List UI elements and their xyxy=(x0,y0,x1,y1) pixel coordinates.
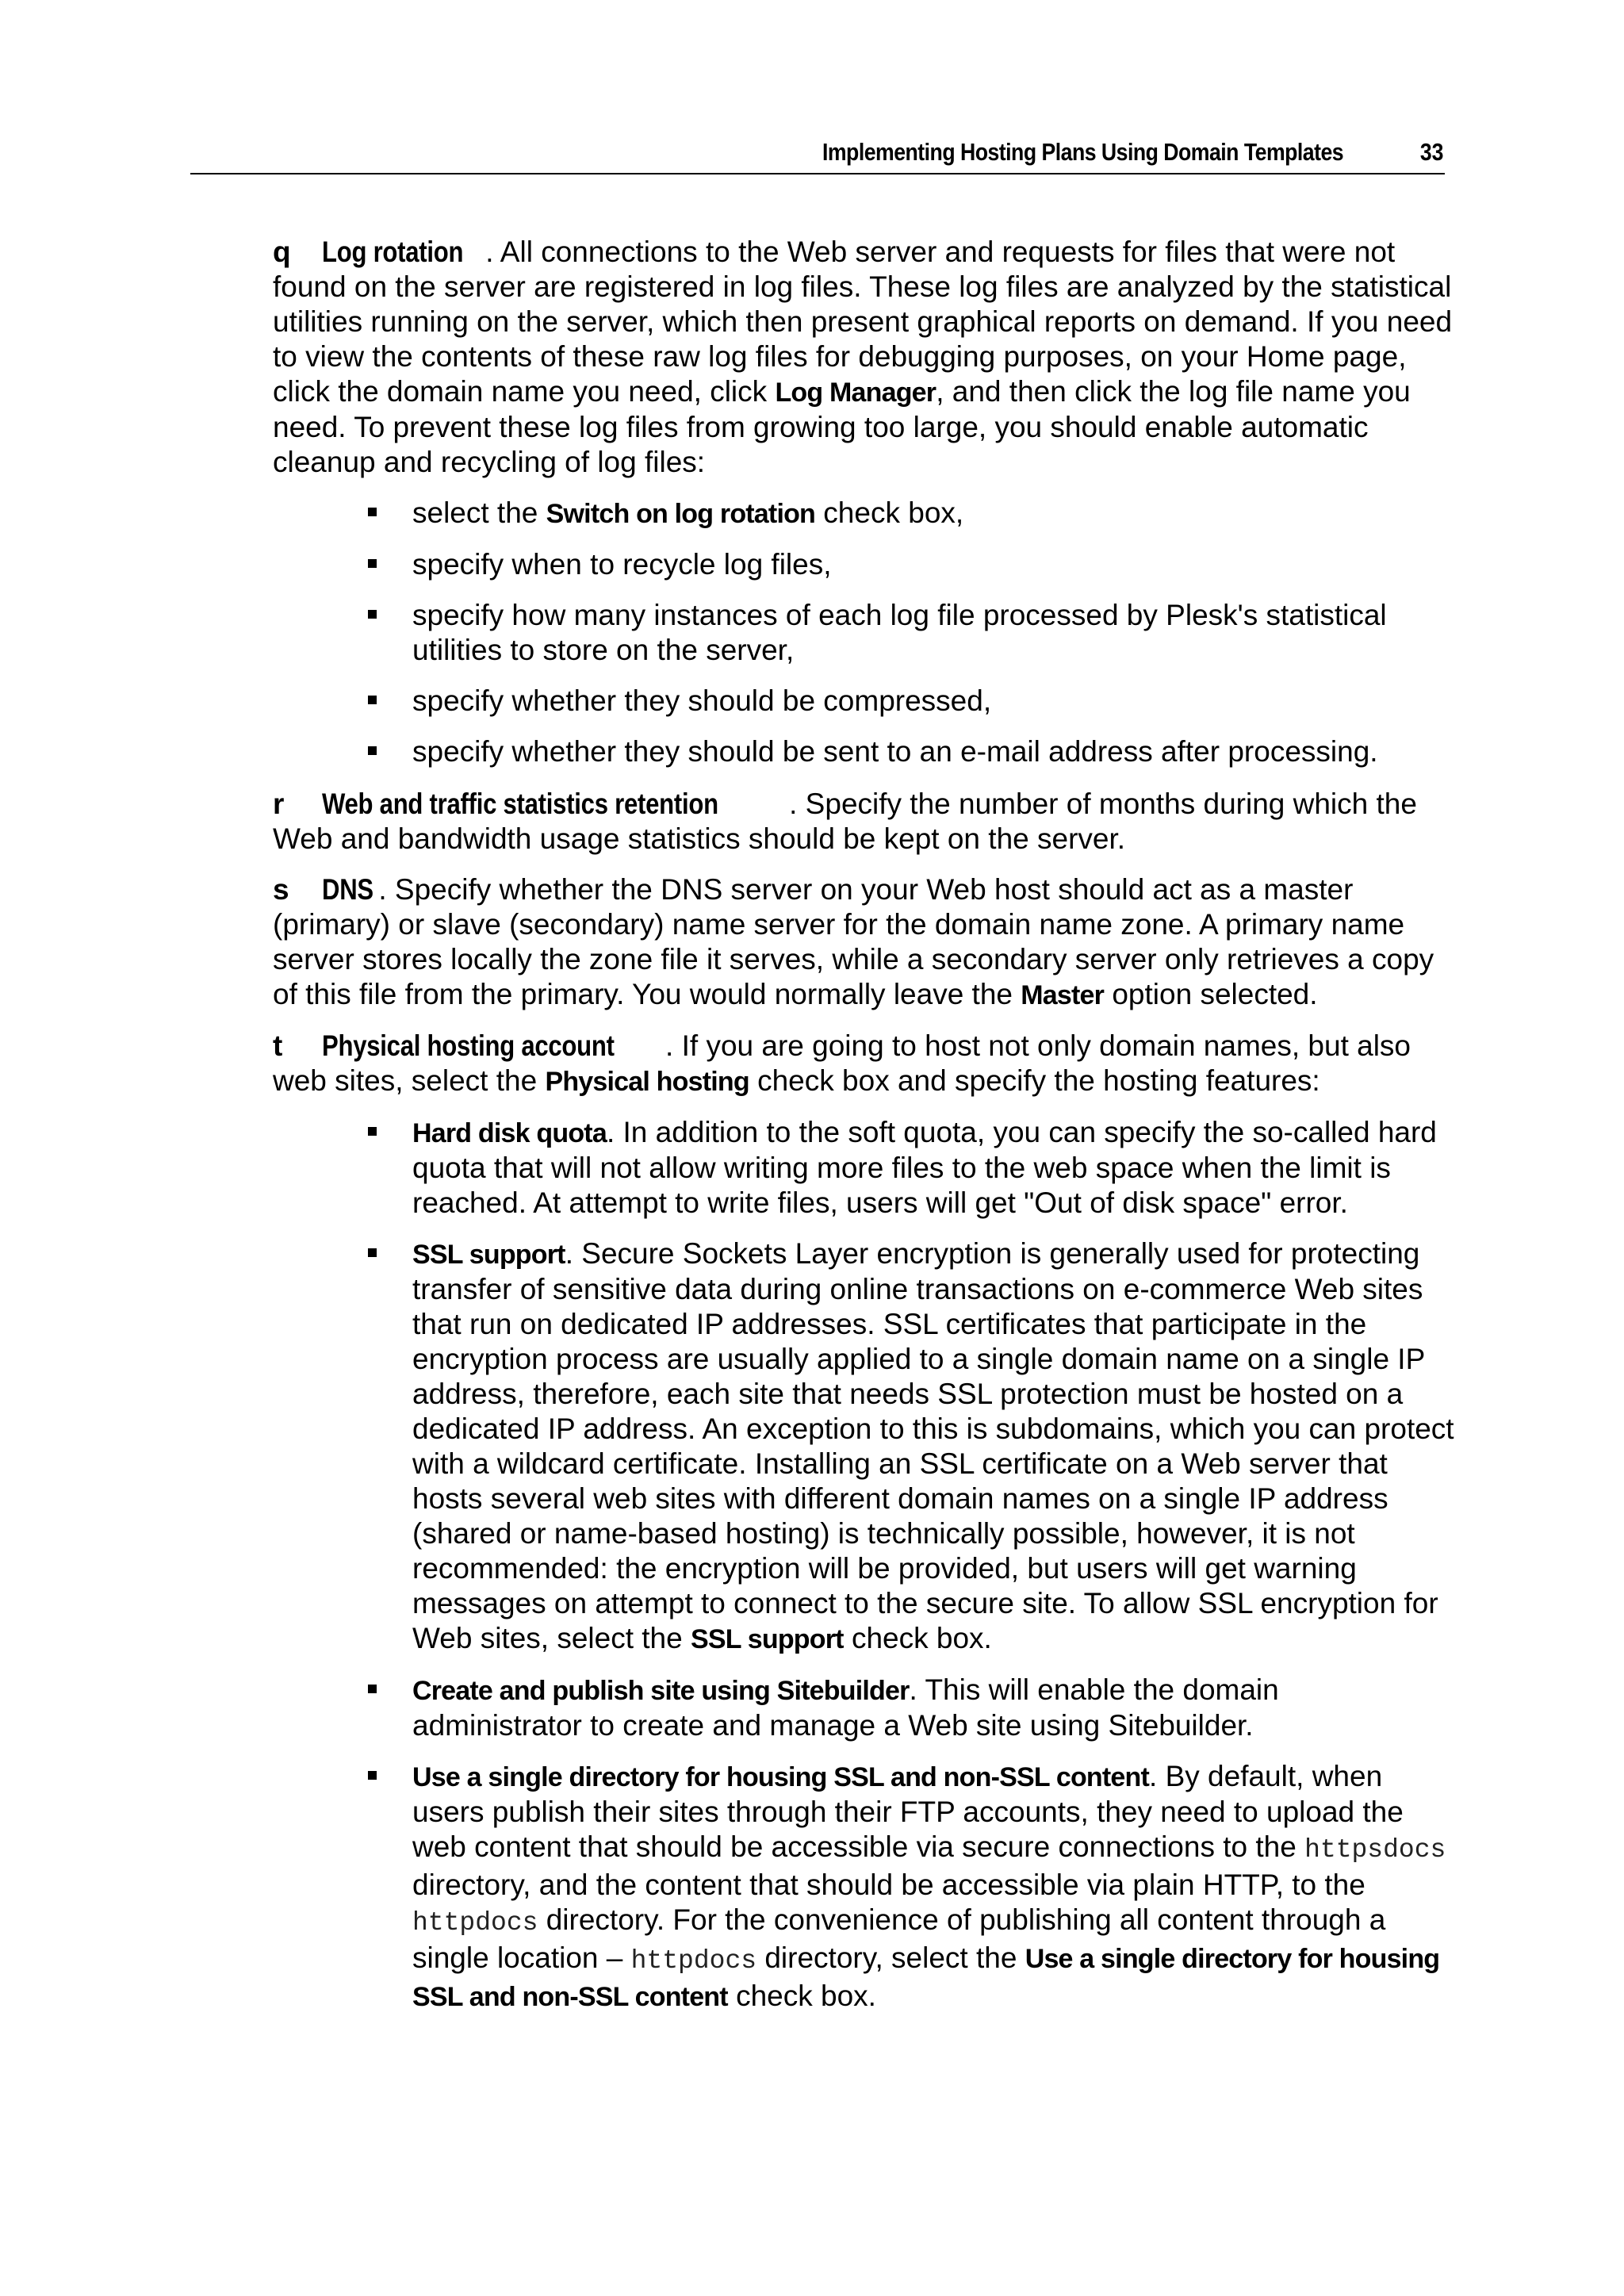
term-single-directory: Use a single directory for housing SSL and non-SSL content xyxy=(412,1762,1150,1792)
bullet-icon xyxy=(368,1248,377,1257)
body-text: . If you are going to host not only domain names, but also web sites, select the xyxy=(273,1029,1411,1097)
body-text: check box. xyxy=(843,1622,992,1654)
list-item-ssl-support xyxy=(412,1236,1454,1657)
body-text: . This will enable the domain administrator to create and manage a Web site using Sitebuilder. xyxy=(412,1673,1279,1742)
body-text: specify when to recycle log files, xyxy=(412,548,832,581)
body-text: . By default, when users publish their sites through their FTP accounts, they need to upload the web content that should be accessible via secure connections to the xyxy=(412,1760,1404,1863)
list-item-hard-disk-quota xyxy=(412,1115,1454,1221)
list-item xyxy=(412,734,1454,769)
bullet-icon xyxy=(368,696,377,704)
section-dns xyxy=(273,872,1454,1013)
section-physical-hosting xyxy=(273,1029,1454,1099)
running-header xyxy=(190,133,1445,174)
term-log-rotation: Log rotation xyxy=(322,236,464,268)
log-rotation-bullets xyxy=(273,496,1454,769)
bullet-icon xyxy=(368,508,377,516)
ui-label-switch-on-log-rotation: Switch on log rotation xyxy=(546,499,816,529)
code-httpdocs: httpdocs xyxy=(630,1946,757,1976)
body-text: specify whether they should be sent to an e-mail address after processing. xyxy=(412,735,1378,768)
document-body xyxy=(273,235,1454,2032)
body-text: directory, select the xyxy=(756,1941,1025,1974)
body-text: check box, xyxy=(815,496,964,529)
code-httpdocs: httpdocs xyxy=(412,1908,538,1938)
code-httpsdocs: httpsdocs xyxy=(1304,1835,1446,1865)
bullet-icon xyxy=(368,559,377,568)
body-text: . Specify the number of months during which the Web and bandwidth usage statistics should be kept on the server. xyxy=(273,788,1417,855)
body-text: . In addition to the soft quota, you can specify the so-called hard quota that will not allow writing more files to the web space when the limit is reached. At attempt to write files, users will get "Out of disk space" error. xyxy=(412,1116,1437,1219)
body-text: directory, and the content that should be accessible via plain HTTP, to the xyxy=(412,1869,1365,1901)
list-item xyxy=(412,598,1454,668)
list-item-single-directory xyxy=(412,1759,1454,2014)
term-ssl-support: SSL support xyxy=(412,1240,565,1270)
term-sitebuilder: Create and publish site using Sitebuilder xyxy=(412,1676,910,1706)
section-log-rotation xyxy=(273,235,1454,480)
bullet-icon xyxy=(368,610,377,619)
body-text: , and then click the log file name you need. To prevent these log files from growing too large, you should enable automatic cleanup and recycling of log files: xyxy=(273,375,1411,478)
body-text: specify whether they should be compressed, xyxy=(412,684,992,717)
term-statistics-retention: Web and traffic statistics retention xyxy=(322,788,718,820)
ui-label-master: Master xyxy=(1021,980,1105,1010)
ui-label-single-directory: Use a single directory for housing SSL and non-SSL content xyxy=(412,1944,1440,2012)
body-text: . Secure Sockets Layer encryption is generally used for protecting transfer of sensitive data during online transactions on e-commerce Web sites that run on dedicated IP addresses. SSL certificates that participate in the encryption process are usually applied to a single domain name on a single IP address, therefore, each site that needs SSL protection must be hosted on a dedicated IP address. An exception to this is subdomains, which you can protect with a wildcard certificate. Installing an SSL certificate on a Web server that hosts several web sites with different domain names on a single IP address (shared or name-based hosting) is technically possible, however, it is not recommended: the encryption will be provided, but users will get warning messages on attempt to connect to the secure site. To allow SSL encryption for Web sites, select the xyxy=(412,1237,1454,1654)
term-physical-hosting: Physical hosting account xyxy=(322,1029,615,1062)
list-item xyxy=(412,496,1454,531)
list-item-sitebuilder xyxy=(412,1673,1454,1743)
header-title: Implementing Hosting Plans Using Domain Templates xyxy=(822,138,1343,166)
list-marker: t xyxy=(273,1029,283,1062)
body-text: . Specify whether the DNS server on your Web host should act as a master (primary) or slave (secondary) name server for the domain name zone. A primary name server stores locally the zone file it serves, while a secondary server only retrieves a copy of this file from the primary. You would normally leave the xyxy=(273,873,1434,1010)
body-text: specify how many instances of each log file processed by Plesk's statistical utilities to store on the server, xyxy=(412,599,1387,666)
ui-label-physical-hosting: Physical hosting xyxy=(545,1067,749,1097)
list-marker: q xyxy=(273,236,291,268)
ui-label-log-manager: Log Manager xyxy=(775,378,936,408)
term-hard-disk-quota: Hard disk quota xyxy=(412,1118,607,1148)
body-text: directory. For the convenience of publishing all content through a single location – xyxy=(412,1903,1386,1974)
term-dns: DNS xyxy=(322,873,373,906)
bullet-icon xyxy=(368,1127,377,1136)
list-item xyxy=(412,547,1454,582)
body-text: option selected. xyxy=(1104,978,1318,1010)
body-text: check box. xyxy=(727,1980,876,2012)
section-statistics-retention xyxy=(273,787,1454,857)
ui-label-ssl-support: SSL support xyxy=(690,1624,844,1654)
list-marker: r xyxy=(273,788,285,820)
body-text: select the xyxy=(412,496,546,529)
hosting-features-bullets xyxy=(273,1115,1454,2014)
list-marker: s xyxy=(273,873,289,906)
bullet-icon xyxy=(368,1771,377,1780)
page-number: 33 xyxy=(1419,138,1443,166)
bullet-icon xyxy=(368,746,377,755)
list-item xyxy=(412,684,1454,719)
bullet-icon xyxy=(368,1685,377,1693)
body-text: check box and specify the hosting features: xyxy=(749,1064,1320,1097)
body-text: . All connections to the Web server and requests for files that were not found on the server are registered in log files. These log files are analyzed by the statistical utilities running on the server, which then present graphical reports on demand. If you need to view the contents of these raw log files for debugging purposes, on your Home page, click the domain name you need, click xyxy=(273,236,1453,408)
